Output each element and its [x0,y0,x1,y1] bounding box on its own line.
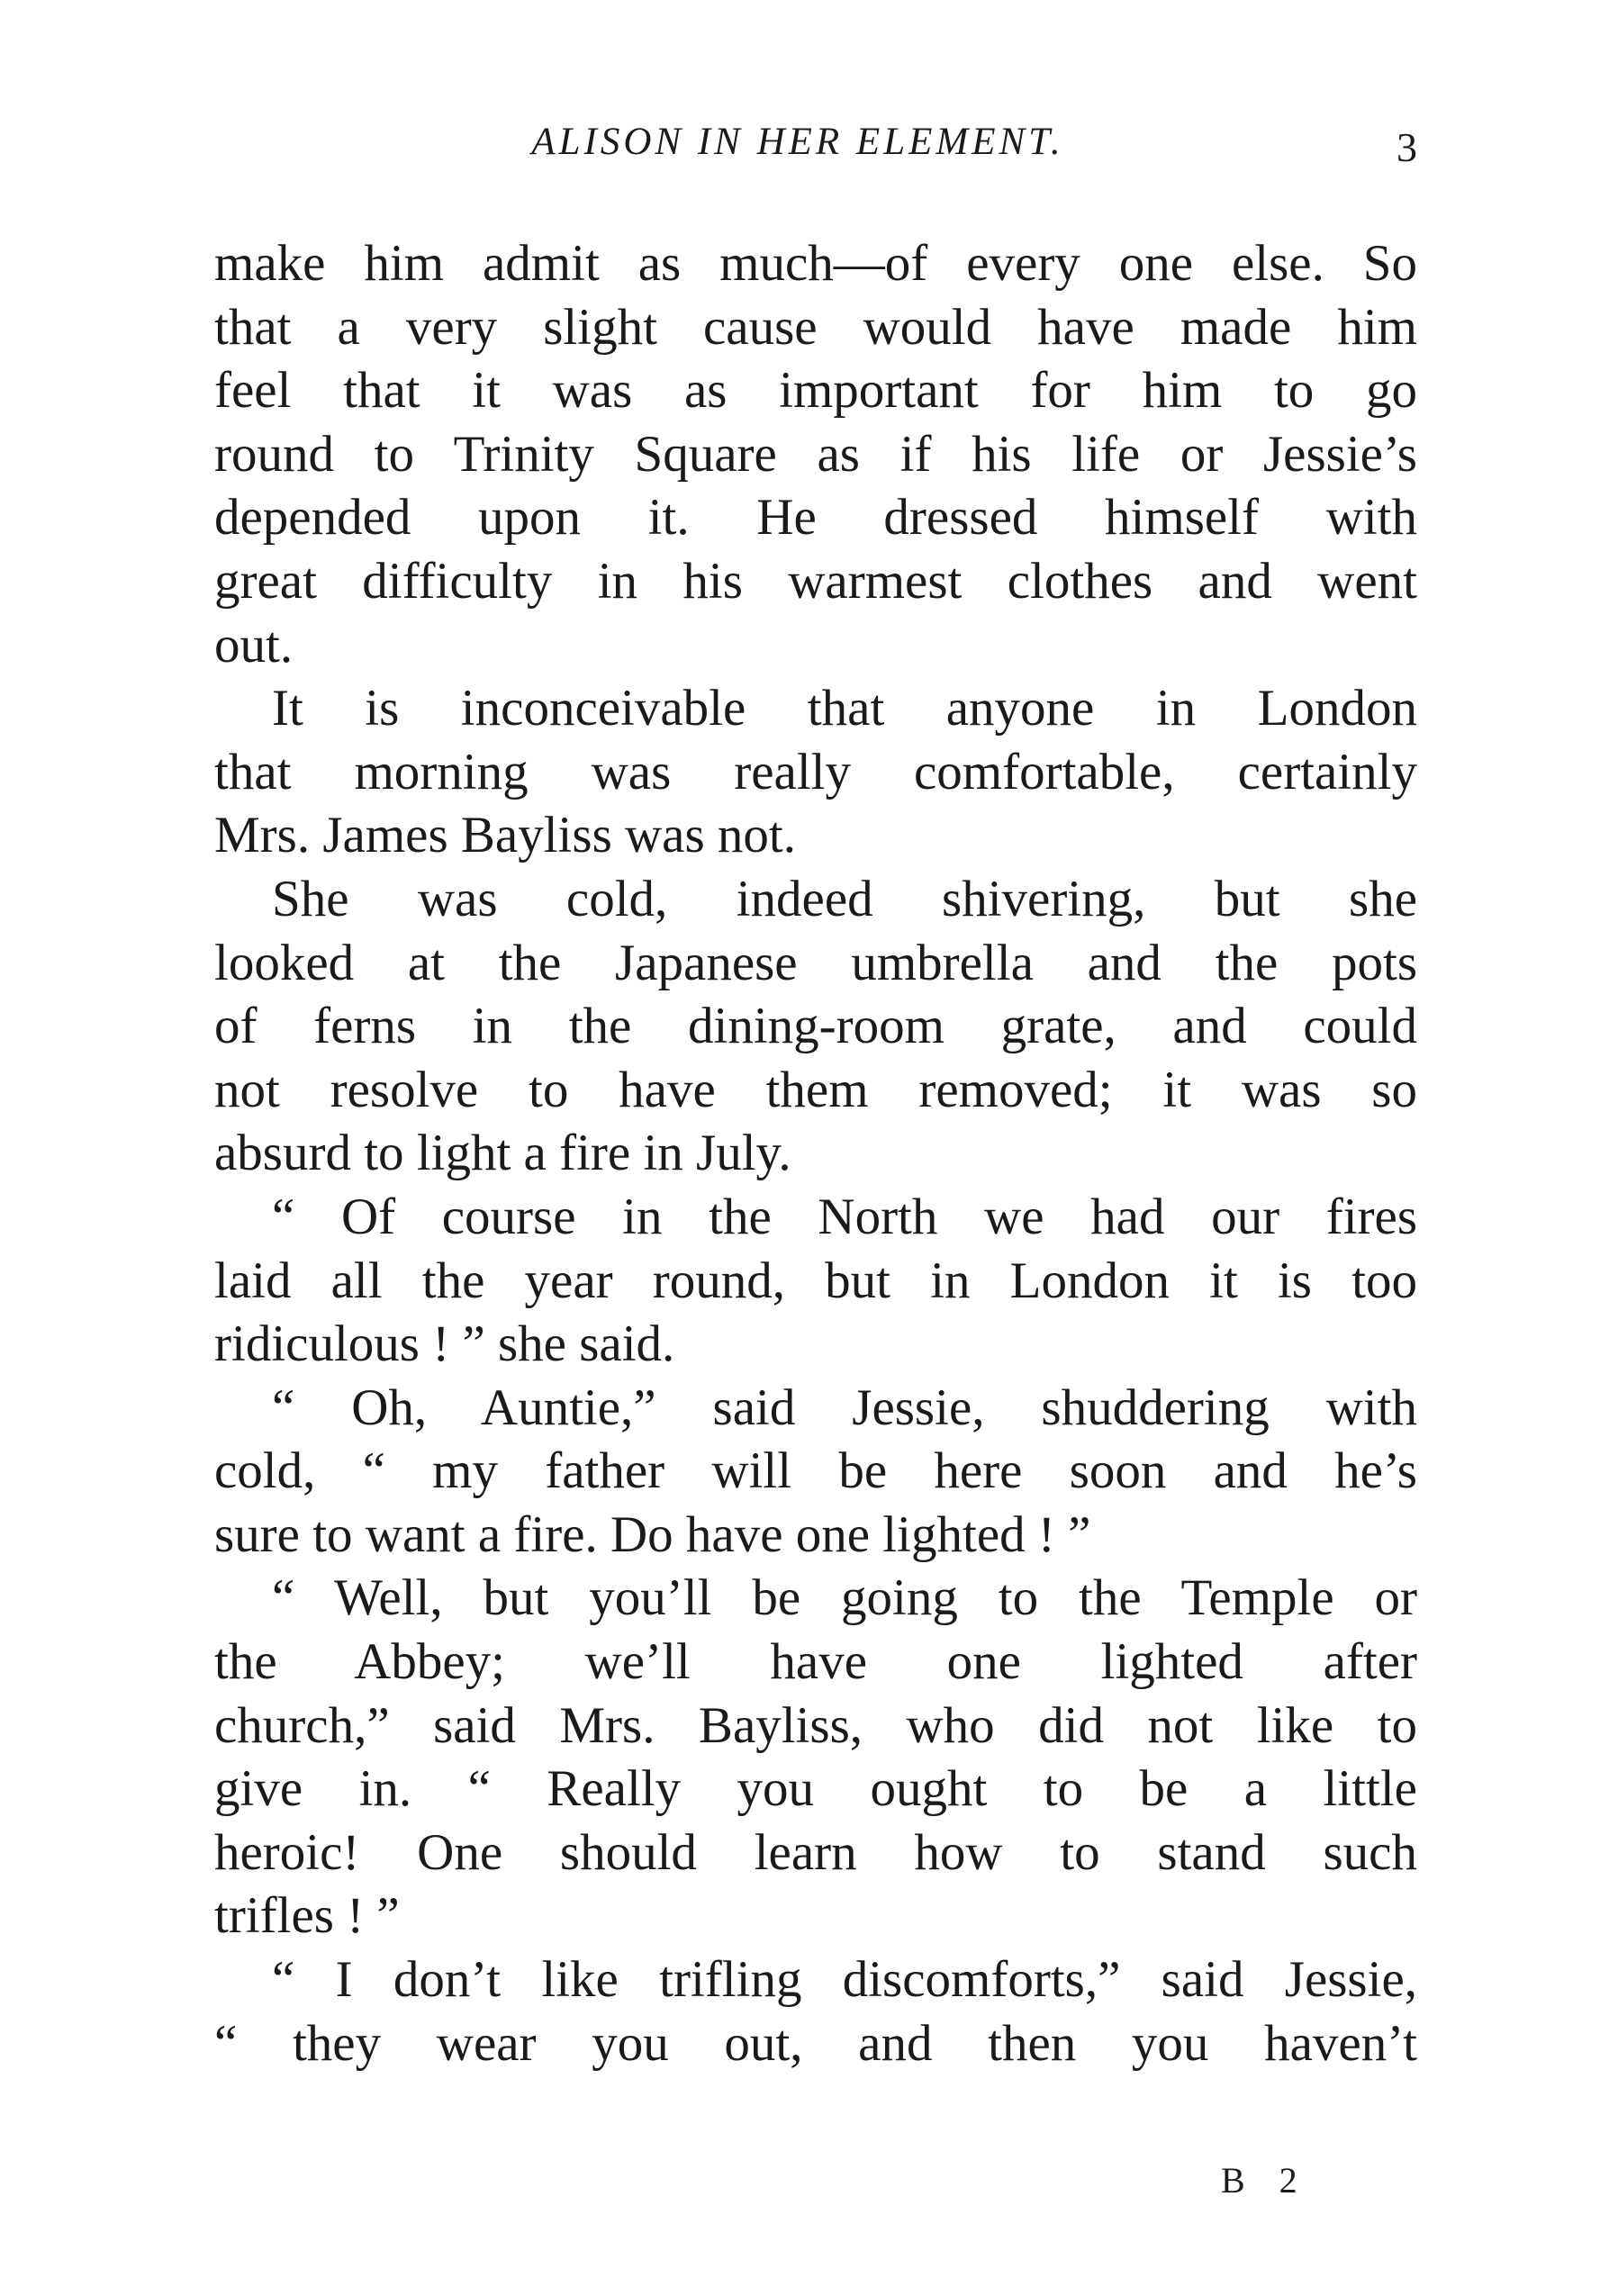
text-line: of ferns in the dining-room grate, and could [214,998,1417,1055]
text-line: sure to want a fire. Do have one lighted ! ” [214,1505,1091,1563]
text-line: looked at the Japanese umbrella and the pots [214,934,1417,991]
running-head [214,115,1417,178]
text-line: ridiculous ! ” she said. [214,1315,675,1373]
text-line: laid all the year round, but in London it is too [214,1252,1417,1309]
text-line: “ Oh, Auntie,” said Jessie, shuddering with [272,1379,1417,1436]
page-number: 3 [1397,124,1417,170]
text-line: depended upon it. He dressed himself with [214,489,1417,547]
text-line: absurd to light a fire in July. [214,1125,791,1182]
text-line: trifles ! ” [214,1887,400,1945]
running-title: ALISON IN HER ELEMENT. [531,121,1064,163]
text-line: out. [214,616,294,673]
text-line: make him admit as much—of every one else. So [214,235,1417,292]
body-text [214,232,1417,2075]
text-line: round to Trinity Square as if his life or Jessie’s [214,425,1417,483]
text-line: It is inconceivable that anyone in London [272,680,1417,737]
text-line: great difficulty in his warmest clothes and went [214,552,1417,610]
text-line: that morning was really comfortable, certainly [214,743,1417,800]
text-line: the Abbey; we’ll have one lighted after [214,1633,1417,1691]
text-line: that a very slight cause would have made him [214,298,1417,356]
signature-mark: B 2 [1221,2160,1310,2201]
text-line: church,” said Mrs. Bayliss, who did not like to [214,1696,1417,1754]
text-line: “ I don’t like trifling discomforts,” said Jessie, [272,1951,1417,2009]
text-line: heroic! One should learn how to stand such [214,1823,1417,1881]
text-line: “ Of course in the North we had our fires [272,1188,1417,1245]
text-line: cold, “ my father will be here soon and he’s [214,1442,1417,1500]
text-line: not resolve to have them removed; it was so [214,1061,1417,1118]
text-line: feel that it was as important for him to go [214,362,1417,420]
text-line: Mrs. James Bayliss was not. [214,807,796,864]
text-line: give in. “ Really you ought to be a little [214,1760,1417,1818]
text-line: “ Well, but you’ll be going to the Temple or [272,1569,1417,1627]
text-line: She was cold, indeed shivering, but she [272,870,1417,927]
text-line: “ they wear you out, and then you haven’t [214,2014,1417,2072]
